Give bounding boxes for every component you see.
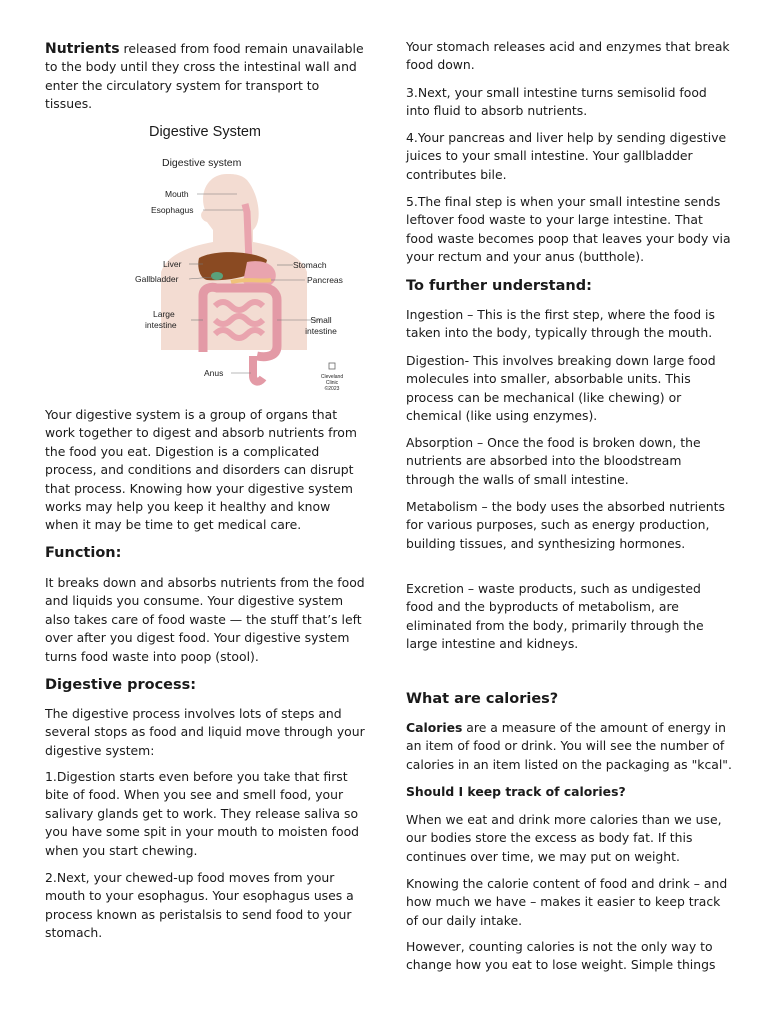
stomach-paragraph: Your stomach releases acid and enzymes that break food down. [406,39,730,73]
label-mouth: Mouth [165,189,189,199]
digestive-system-diagram [107,150,344,394]
step-1-paragraph: 1.Digestion starts even before you take that first bite of food. When you see and smell food, your salivary glands get to work. They release saliva so you have some spit in your mouth to moisten food when you start chewing. [45,769,360,858]
track-paragraph-2: Knowing the calorie content of food and drink – and how much we have – makes it easier to keep track of our daily intake. [406,876,728,928]
label-stomach: Stomach [293,260,327,270]
metabolism-paragraph: Metabolism – the body uses the absorbed nutrients for various purposes, such as energy production, building tissues, and synthesizing hormones. [406,499,725,551]
step-3-paragraph: 3.Next, your small intestine turns semisolid food into fluid to absorb nutrients. [406,85,707,119]
calories-rest: are a measure of the amount of energy in an item of food or drink. You will see the number of calories in an item listed on the packaging as "kcal". [406,720,732,772]
calories-lead: Calories [406,720,463,735]
process-heading: Digestive process: [45,677,197,693]
gallbladder-organ [211,272,223,280]
step-2-paragraph: 2.Next, your chewed-up food moves from your mouth to your esophagus. Your esophagus uses a process known as peristalsis to send food to your stomach. [45,870,354,941]
calories-heading: What are calories? [406,691,559,707]
track-paragraph-3: However, counting calories is not the only way to change how you eat to lose weight. Simple things [406,939,716,973]
figure-title: Digestive System [148,124,261,140]
cleveland-clinic-logo [329,363,335,369]
digestive-system-paragraph: Your digestive system is a group of organs that work together to digest and absorb nutrients from the food you eat. Digestion is a complicated process, and conditions and disorders can disrupt that process. Knowing how your digestive system works may help you keep it healthy and know when it may be time to get medical care. [45,407,357,533]
intro-paragraph [45,40,365,114]
label-large-intestine-1: Large [153,309,175,319]
pancreas-organ [231,280,271,282]
label-large-intestine-2: intestine [145,320,177,330]
understand-heading: To further understand: [406,278,592,294]
absorption-paragraph: Absorption – Once the food is broken down, the nutrients are absorbed into the bloodstream through the walls of small intestine. [406,435,701,487]
excretion-paragraph: Excretion – waste products, such as undigested food and the byproducts of metabolism, are eliminated from the body, primarily through the large intestine and kidneys. [406,581,704,652]
function-paragraph: It breaks down and absorbs nutrients from the food and liquids you consume. Your digestive system also takes care of food waste — the stuff that’s left over after you digest food. Your digestive system turns food waste into poop (stool). [45,575,365,664]
diagram-heading: Digestive system [162,157,242,169]
step-4-paragraph: 4.Your pancreas and liver help by sending digestive juices to your small intestine. Your gallbladder contributes bile. [406,130,727,182]
calories-paragraph [406,719,732,774]
track-paragraph-1: When we eat and drink more calories than we use, our bodies store the excess as body fat. If this continues over time, we may put on weight. [406,812,722,864]
label-liver: Liver [163,259,182,269]
label-pancreas: Pancreas [307,275,343,285]
ingestion-paragraph: Ingestion – This is the first step, where the food is taken into the body, typically through the mouth. [406,307,715,341]
intro-lead: Nutrients [45,41,120,57]
credit-line-2: Clinic [325,380,339,386]
digestion-paragraph: Digestion- This involves breaking down large food molecules into smaller, absorbable units. This process can be mechanical (like chewing) or chemical (like using enzymes). [406,353,716,424]
intro-rest: released from food remain unavailable to the body until they cross the intestinal wall and enter the circulatory system for transport to tissues. [45,41,364,112]
process-intro-paragraph: The digestive process involves lots of steps and several stops as food and liquid move through your digestive system: [45,706,365,758]
label-anus: Anus [204,368,224,378]
track-heading: Should I keep track of calories? [406,784,626,799]
label-gallbladder: Gallbladder [135,274,179,284]
credit-line-3: ©2023 [324,386,340,392]
label-small-intestine-2: intestine [305,326,337,336]
label-esophagus: Esophagus [151,205,194,215]
function-heading: Function: [45,545,122,561]
credit-line-1: Cleveland [320,374,344,380]
label-small-intestine-1: Small [310,315,332,325]
step-5-paragraph: 5.The final step is when your small intestine sends leftover food waste to your large intestine. That food waste becomes poop that leaves your body via your rectum and your anus (butthole). [406,194,731,265]
